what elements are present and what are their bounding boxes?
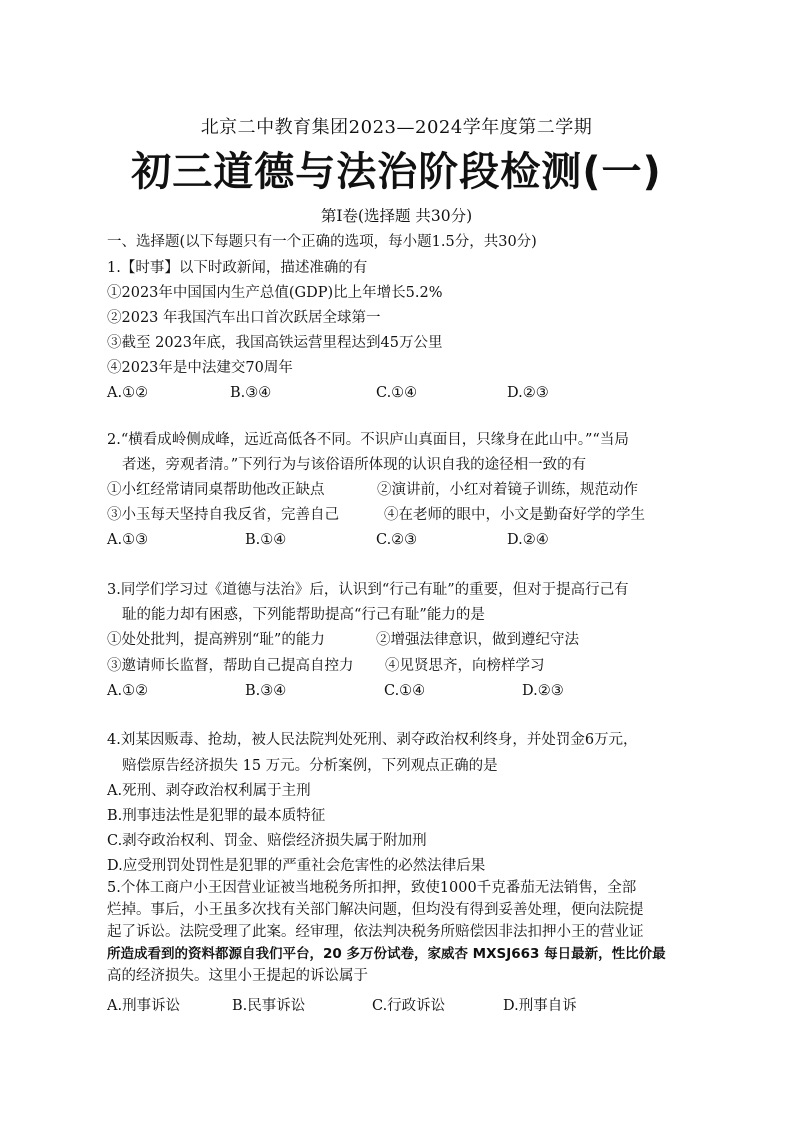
q5-stem: 烂掉。事后，小王虽多次找有关部门解决问题，但均没有得到妥善处理，便向法院提 [107,902,644,918]
q1-stem: 1.【时事】以下时政新闻，描述准确的有 [107,260,368,276]
q1-statement: ④2023年是中法建交70周年 [107,360,293,376]
q3-statement: ④见贤思齐，向榜样学习 [385,658,545,674]
q3-statement: ③邀请师长监督，帮助自己提高自控力 [107,658,354,674]
q2-option-c: C.②③ [376,532,418,548]
q5-stem: 高的经济损失。这里小王提起的诉讼属于 [107,968,368,984]
part-heading: 第Ⅰ卷(选择题 共30分) [320,207,473,225]
q4-stem: 4.刘某因贩毒、抢劫，被人民法院判处死刑、剥夺政治权利终身，并处罚金6万元， [107,732,638,748]
exam-title: 初三道德与法治阶段检测(一) [131,149,662,195]
school-semester-line: 北京二中教育集团2023—2024学年度第二学期 [200,117,593,138]
q3-stem: 3.同学们学习过《道德与法治》后，认识到“行己有耻”的重要，但对于提高行己有 [107,582,629,598]
q1-statement: ③截至 2023年底，我国高铁运营里程达到45万公里 [107,335,443,351]
q3-stem: 耻的能力却有困惑，下列能帮助提高“行己有耻”能力的是 [122,607,485,623]
watermark-line: 所造成看到的资料都源自我们平台，20 多万份试卷，家威杏 MXSJ663 每日最新，性比价最 [107,946,666,962]
q1-option-a: A.①② [107,385,149,401]
q4-option-d: D.应受刑罚处罚性是犯罪的严重社会危害性的必然法律后果 [107,858,486,874]
q3-statement: ②增强法律意识，做到遵纪守法 [376,632,579,648]
q3-option-b: B.③④ [245,683,287,699]
q5-stem: 5.个体工商户小王因营业证被当地税务所扣押，致使1000千克番茄无法销售，全部 [107,880,637,896]
q2-option-d: D.②④ [507,532,549,548]
q4-option-b: B.刑事违法性是犯罪的最本质特征 [107,808,326,824]
q3-option-c: C.①④ [384,683,426,699]
q2-stem: 者迷，旁观者清。”下列行为与该俗语所体现的认识自我的途径相一致的有 [122,457,587,473]
q5-option-a: A.刑事诉讼 [107,998,181,1014]
q2-statement: ③小玉每天坚持自我反省，完善自己 [107,507,339,523]
q3-option-a: A.①② [107,683,149,699]
q5-option-d: D.刑事自诉 [503,998,577,1014]
q2-option-a: A.①③ [107,532,149,548]
q5-option-b: B.民事诉讼 [232,998,306,1014]
q2-statement: ②演讲前，小红对着镜子训练，规范动作 [377,482,638,498]
q1-option-c: C.①④ [376,385,418,401]
q3-statement: ①处处批判，提高辨别“耻”的能力 [107,632,325,648]
q3-option-d: D.②③ [522,683,564,699]
q5-option-c: C.行政诉讼 [372,998,446,1014]
q4-stem: 赔偿原告经济损失 15 万元。分析案例，下列观点正确的是 [122,758,498,774]
q5-stem: 起了诉讼。法院受理了此案。经审理，依法判决税务所赔偿因非法扣押小王的营业证 [107,924,644,940]
q2-statement: ①小红经常请同桌帮助他改正缺点 [107,482,325,498]
q2-option-b: B.①④ [245,532,287,548]
q1-statement: ②2023 年我国汽车出口首次跃居全球第一 [107,310,381,326]
q1-option-d: D.②③ [507,385,549,401]
q1-option-b: B.③④ [230,385,272,401]
q2-stem: 2.“横看成岭侧成峰，远近高低各不同。不识庐山真面目，只缘身在此山中。”“当局 [107,432,629,448]
q1-statement: ①2023年中国国内生产总值(GDP)比上年增长5.2% [107,285,443,301]
q4-option-c: C.剥夺政治权利、罚金、赔偿经济损失属于附加刑 [107,833,427,849]
q2-statement: ④在老师的眼中，小文是勤奋好学的学生 [384,507,645,523]
q4-option-a: A.死刑、剥夺政治权利属于主刑 [107,783,311,799]
section-instruction: 一、选择题(以下每题只有一个正确的选项，每小题1.5分，共30分) [107,234,537,250]
